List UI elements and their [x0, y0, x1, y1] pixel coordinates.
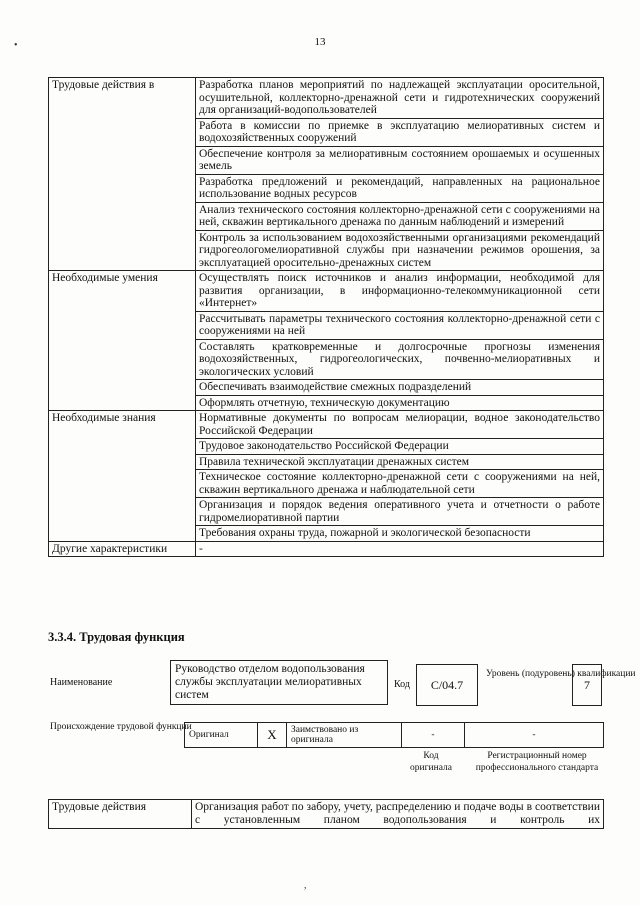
table-cell: Техническое состояние коллекторно-дренажной сети с сооружениями на ней, скважин вертикального дренажа и наблюдательной сети — [196, 470, 604, 498]
scan-mark-bottom: , — [304, 880, 307, 891]
origin-table — [184, 722, 604, 748]
table-row — [49, 411, 604, 439]
table-cell: Разработка планов мероприятий по надлежащей эксплуатации оросительной, осушительной, коллекторно-дренажной сети и гидротехнических сооружений для организаций-водопользователей — [196, 78, 604, 119]
table-cell: - — [196, 541, 604, 557]
table-row — [49, 271, 604, 312]
original-cell: Оригинал — [185, 723, 258, 748]
table-cell: Анализ технического состояния коллекторно-дренажной сети с сооружениями на ней, скважин вертикального дренажа по данным наблюдений и измерений — [196, 202, 604, 230]
scan-mark: • — [14, 40, 18, 51]
table-cell: Работа в комиссии по приемке в эксплуатацию мелиоративных систем и водохозяйственных сооружений — [196, 118, 604, 146]
page-number: 13 — [314, 36, 326, 48]
level-label: Уровень (подуровень) квалификации — [486, 669, 636, 679]
row-group-label: Другие характеристики — [49, 541, 196, 557]
table-cell: Трудовое законодательство Российской Федерации — [196, 439, 604, 455]
table-cell: Обеспечивать взаимодействие смежных подразделений — [196, 380, 604, 396]
table-cell: Нормативные документы по вопросам мелиорации, водное законодательство Российской Федерации — [196, 411, 604, 439]
code-original-caption: Код оригинала — [410, 751, 452, 773]
borrowed-cell: Заимствовано из оригинала — [287, 723, 402, 748]
row-group-label: Необходимые знания — [49, 411, 196, 542]
table-cell: Рассчитывать параметры технического состояния коллекторно-дренажной сети с сооружениями на ней — [196, 311, 604, 339]
table-cell: Требования охраны труда, пожарной и экологической безопасности — [196, 526, 604, 542]
table-cell: Оформлять отчетную, техническую документацию — [196, 395, 604, 411]
code-box: С/04.7 — [416, 664, 478, 706]
code-label: Код — [394, 679, 410, 690]
table-cell: Организация и порядок ведения оперативного учета и отчетности о работе гидромелиоративной партии — [196, 498, 604, 526]
table-cell: Обеспечение контроля за мелиоративным состоянием орошаемых и осушенных земель — [196, 146, 604, 174]
bottom-row-text: Организация работ по забору, учету, распределению и подаче воды в соответствии с установленным планом водопользования и контроль их — [192, 800, 604, 829]
table-cell: Разработка предложений и рекомендаций, направленных на рациональное использование водных ресурсов — [196, 174, 604, 202]
row-group-label: Трудовые действия в — [49, 78, 196, 271]
table-cell: Составлять кратковременные и долгосрочные прогнозы изменения водохозяйственных, гидрогеологических, почвенно-мелиоративных и экологических условий — [196, 339, 604, 380]
table-cell: Осуществлять поиск источников и анализ информации, необходимой для развития организации, в информационно-телекоммуникационной сети «Интернет» — [196, 271, 604, 312]
level-box: 7 — [572, 664, 602, 706]
code-original-cell: - — [402, 723, 465, 748]
section-title: 3.3.4. Трудовая функция — [48, 630, 185, 644]
table-cell: Контроль за использованием водохозяйственными организациями рекомендаций гидрогеологомелиоративной службы при назначении режимов орошения, за эксплуатацией оросительно-дренажных систем — [196, 230, 604, 271]
function-name-box: Руководство отделом водопользования службы эксплуатации мелиоративных систем — [170, 660, 388, 705]
original-mark: X — [258, 723, 287, 748]
table-row — [49, 78, 604, 119]
table-cell: Правила технической эксплуатации дренажных систем — [196, 454, 604, 470]
bottom-row-label: Трудовые действия — [49, 800, 192, 829]
bottom-table — [48, 799, 604, 829]
origin-label: Происхождение трудовой функции — [50, 722, 192, 732]
reg-number-caption: Регистрационный номер профессионального стандарта — [475, 751, 599, 773]
row-group-label: Необходимые умения — [49, 271, 196, 411]
reg-number-cell: - — [465, 723, 604, 748]
table-row — [49, 541, 604, 557]
labor-actions-table — [48, 77, 604, 557]
name-label: Наименование — [50, 677, 113, 688]
